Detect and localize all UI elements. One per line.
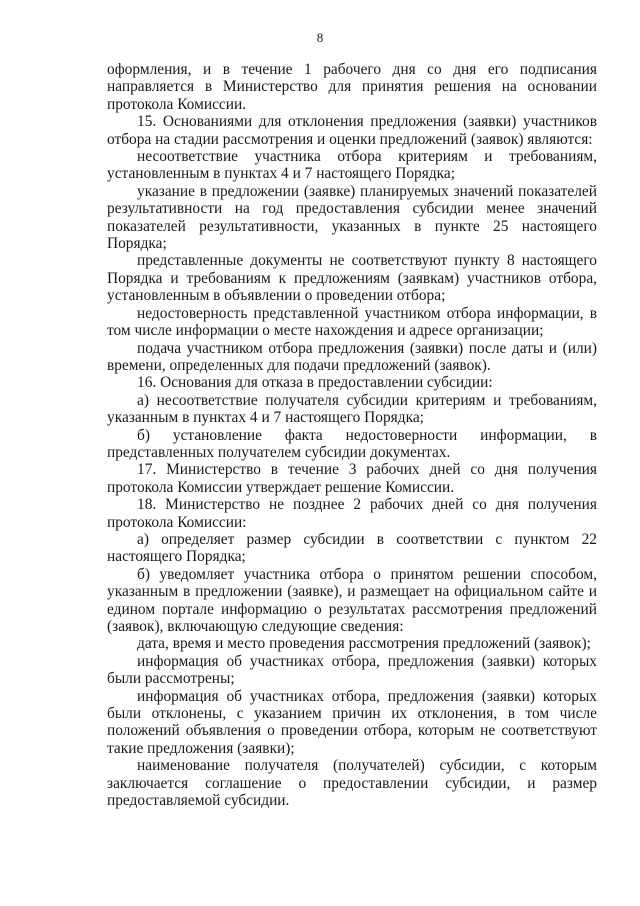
paragraph-rejection-ground-4: недостоверность представленной участником отбора информации, в том числе информации о месте нахождения и адресе организации; (107, 304, 597, 340)
paragraph-rejection-ground-3: представленные документы не соответствуют пункту 8 настоящего Порядка и требованиям к предложениям (заявкам) участников отбора, установленным в объявлении о проведении отбора; (107, 252, 597, 305)
paragraph-rejection-ground-1: несоответствие участника отбора критериям и требованиям, установленным в пунктах 4 и 7 настоящего Порядка; (107, 148, 597, 183)
page-number: 8 (316, 30, 324, 45)
paragraph-clause-16: 16. Основания для отказа в предоставлении субсидии: (137, 374, 493, 392)
paragraph-info-item-2: информация об участниках отбора, предложения (заявки) которых были рассмотрены; (107, 652, 597, 688)
paragraph-rejection-ground-2: указание в предложении (заявке) планируемых значений показателей результативности на год предоставления субсидии менее значений показателей результативности, указанных в пункте 25 настоящего Порядка; (107, 182, 597, 253)
paragraph-clause-18-b: б) уведомляет участника отбора о принятом решении способом, указанным в предложении (заявке), и размещает на официальном сайте и едином портале информацию о результатах рассмотрения предложений (заявок), включающую следующие сведения: (107, 565, 597, 635)
paragraph-clause-17: 17. Министерство в течение 3 рабочих дней со дня получения протокола Комиссии утверждает решение Комиссии. (107, 461, 597, 496)
paragraph-rejection-ground-5: подача участником отбора предложения (заявки) после даты и (или) времени, определенных для подачи предложений (заявок). (107, 339, 597, 374)
paragraph-clause-18: 18. Министерство не позднее 2 рабочих дней со дня получения протокола Комиссии: (107, 496, 597, 531)
paragraph-clause-18-a: а) определяет размер субсидии в соответствии с пунктом 22 настоящего Порядка; (107, 530, 597, 566)
paragraph-clause-16-a: а) несоответствие получателя субсидии критериям и требованиям, указанным в пунктах 4 и 7 настоящего Порядка; (107, 391, 597, 427)
paragraph-continuation: оформления, и в течение 1 рабочего дня со дня его подписания направляется в Министерство для принятия решения на основании протокола Комиссии. (107, 61, 597, 113)
document-body (107, 61, 597, 809)
paragraph-info-item-4: наименование получателя (получателей) субсидии, с которым заключается соглашение о предоставлении субсидии, и размер предоставляемой субсидии. (107, 757, 597, 810)
paragraph-clause-15: 15. Основаниями для отклонения предложения (заявки) участников отбора на стадии рассмотрения и оценки предложений (заявок) являются: (107, 113, 597, 148)
paragraph-clause-16-b: б) установление факта недостоверности информации, в представленных получателем субсидии документах. (107, 426, 597, 461)
paragraph-info-item-1: дата, время и место проведения рассмотрения предложений (заявок); (137, 635, 591, 653)
paragraph-info-item-3: информация об участниках отбора, предложения (заявки) которых были отклонены, с указанием причин их отклонения, в том числе положений объявления о проведении отбора, которым не соответствуют такие предложения (заявки); (107, 687, 597, 757)
